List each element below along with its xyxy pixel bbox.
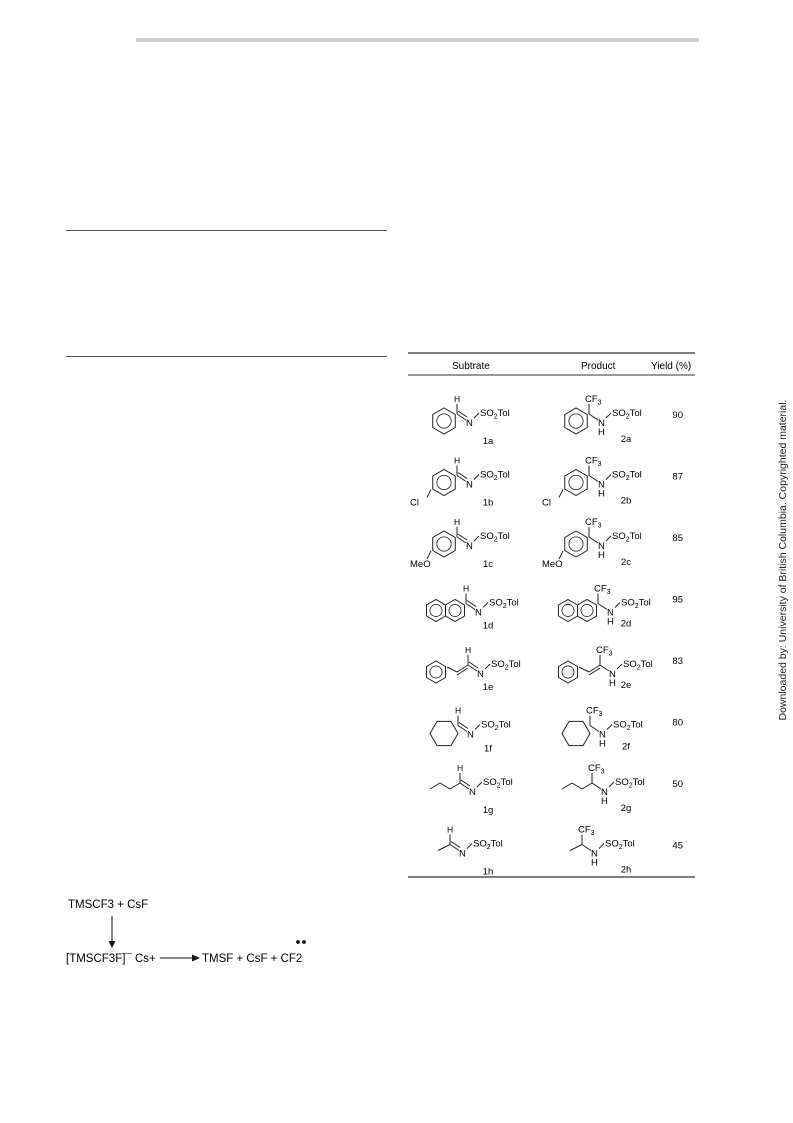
substrate-n-1h: N (459, 848, 466, 860)
yield-1b: 87 (672, 471, 683, 483)
substrate-label-1a: 1a (482, 436, 494, 447)
table-rows (410, 394, 683, 878)
substrate-so2tol-1h: $SO_2Tol$ (473, 838, 503, 851)
product-arene-2a-ring (569, 414, 583, 428)
substrate-label-1d: 1d (482, 620, 494, 632)
yield-1f: 80 (672, 717, 683, 729)
product-cf3-2e: $CF_3$ (596, 645, 613, 658)
yield-1e: 83 (672, 656, 683, 667)
yield-table (408, 352, 695, 878)
product-label-2d: 2d (620, 618, 632, 630)
substrate-chain1-1g (430, 783, 440, 789)
product-nh-2h: H (591, 857, 598, 869)
substrate-n-1b: N (466, 479, 473, 491)
substrate-so2tol-1e: $SO_2Tol$ (491, 659, 521, 672)
rule-bottom (66, 356, 387, 357)
product-arene-2b (565, 470, 588, 496)
product-ns-2h (599, 844, 604, 849)
product-subst-2b: Cl (542, 497, 551, 509)
product-so2tol-2e: $SO_2Tol$ (623, 659, 653, 672)
reaction-scheme (64, 890, 384, 980)
substrate-chain2-1g (440, 783, 450, 789)
product-vinyl1-2e (579, 667, 589, 672)
product-cf3-2d: $CF_3$ (594, 583, 611, 596)
substrate-cyhex-1f (430, 721, 458, 745)
product-cn-2d (598, 604, 607, 610)
substrate-naph-a-1d (426, 600, 445, 622)
product-so2tol-2a: $SO_2Tol$ (612, 408, 642, 421)
substrate-ns-1f (475, 725, 480, 730)
product-nh-2g: H (601, 796, 608, 807)
product-cf3-2a: $CF_3$ (585, 394, 602, 407)
product-ph-2e (558, 661, 577, 683)
product-cn-2c (589, 537, 598, 543)
product-nh-2d: H (607, 616, 614, 628)
product-cn-2h (582, 845, 591, 851)
scheme-products: TMSF + CsF + CF2 (202, 953, 303, 965)
product-so2tol-2b: $SO_2Tol$ (612, 469, 642, 482)
substrate-ns-1g (477, 782, 482, 787)
product-cn-2b (589, 476, 598, 482)
substrate-chain3-1g (450, 783, 460, 789)
substrate-h-1a: H (454, 394, 461, 404)
substrate-so2tol-1g: $SO_2Tol$ (483, 777, 513, 790)
product-label-2a: 2a (620, 434, 632, 445)
product-ph-2e-ring (562, 666, 574, 678)
product-label-2b: 2b (620, 495, 632, 507)
substrate-subst-1c: MeO (410, 559, 431, 570)
substrate-subst-bond-1c (427, 551, 431, 559)
substrate-so2tol-1a: $SO_2Tol$ (480, 408, 510, 421)
header-yield: Yield (%) (651, 361, 692, 372)
substrate-so2tol-1d: $SO_2Tol$ (489, 597, 519, 610)
product-arene-2c-ring (569, 537, 583, 551)
substrate-arene-1b-ring (437, 475, 451, 489)
substrate-arene-1c (433, 531, 456, 557)
product-so2tol-2d: $SO_2Tol$ (621, 597, 651, 610)
product-naph-b-2d (577, 600, 596, 622)
scheme-arrowhead-down (109, 941, 116, 948)
substrate-ns-1c (474, 536, 479, 541)
substrate-label-1h: 1h (482, 866, 494, 878)
substrate-n-1e: N (477, 669, 484, 680)
product-ns-2d (615, 603, 620, 608)
product-so2tol-2g: $SO_2Tol$ (615, 777, 645, 790)
substrate-h-1f: H (455, 705, 462, 716)
product-nh-2b: H (598, 488, 605, 500)
product-nh-2a: H (598, 427, 605, 438)
carbene-dot-right (302, 940, 306, 944)
substrate-arene-1a-ring (437, 414, 451, 428)
product-ns-2f (607, 725, 612, 730)
product-n-2a: N (598, 418, 605, 429)
product-n-2d: N (607, 607, 614, 619)
product-n-2h: N (591, 848, 598, 860)
product-n-2b: N (598, 479, 605, 491)
substrate-ns-1a (474, 413, 479, 418)
product-cf3-2c: $CF_3$ (585, 517, 602, 530)
product-cn-2f (590, 726, 599, 732)
header-product: Product (581, 361, 616, 372)
substrate-h-1d: H (463, 583, 470, 594)
yield-1c: 85 (672, 533, 683, 544)
product-label-2f: 2f (622, 741, 630, 753)
substrate-n-1d: N (475, 607, 482, 619)
substrate-h-1h: H (447, 824, 454, 835)
product-chain1-2h (570, 845, 582, 851)
substrate-ns-1b (474, 475, 479, 480)
product-n-2e: N (609, 669, 616, 680)
yield-1h: 45 (672, 840, 683, 852)
substrate-subst-bond-1b (427, 490, 431, 498)
product-so2tol-2h: $SO_2Tol$ (605, 838, 635, 851)
yield-table-svg (408, 352, 695, 878)
product-cf3-2f: $CF_3$ (586, 705, 603, 718)
product-label-2g: 2g (620, 803, 632, 814)
product-chain2-2g (572, 783, 582, 789)
product-cyhex-2f (562, 721, 590, 745)
substrate-subst-1b: Cl (410, 497, 419, 509)
header-bar (136, 38, 699, 42)
scheme-intermediate: [TMSCF3F]¯ Cs+ (66, 953, 156, 965)
product-arene-2a (565, 408, 588, 434)
substrate-chain1-1h (438, 845, 450, 851)
product-naph-b-2d-ring (581, 604, 593, 616)
substrate-h-1e: H (465, 645, 472, 655)
substrate-label-1e: 1e (482, 682, 494, 693)
substrate-n-1g: N (469, 787, 476, 798)
substrate-ns-1e (485, 664, 490, 669)
product-label-2h: 2h (620, 864, 632, 876)
substrate-so2tol-1f: $SO_2Tol$ (481, 719, 511, 732)
substrate-so2tol-1c: $SO_2Tol$ (480, 531, 510, 544)
product-ns-2c (606, 536, 611, 541)
product-cn-2a (589, 414, 598, 420)
product-subst-2c: MeO (542, 559, 563, 570)
product-cn-2e (600, 665, 609, 671)
product-cf3-2b: $CF_3$ (585, 455, 602, 468)
substrate-arene-1b (433, 470, 456, 496)
product-n-2f: N (599, 729, 606, 741)
substrate-label-1b: 1b (482, 497, 494, 509)
product-cf3-2h: $CF_3$ (578, 824, 595, 837)
substrate-ph-1e-ring (430, 666, 442, 678)
product-cf3-2g: $CF_3$ (588, 763, 605, 776)
product-ns-2e (617, 664, 622, 669)
substrate-n-1a: N (466, 418, 473, 429)
substrate-ns-1d (483, 603, 488, 608)
substrate-label-1g: 1g (482, 805, 494, 816)
substrate-h-1c: H (454, 517, 461, 527)
substrate-h-1g: H (457, 763, 464, 773)
substrate-arene-1a (433, 408, 456, 434)
substrate-naph-b-1d-ring (449, 604, 461, 616)
scheme-reactants: TMSCF3 + CsF (68, 899, 149, 911)
substrate-ns-1h (467, 844, 472, 849)
substrate-naph-a-1d-ring (430, 604, 442, 616)
product-naph-a-2d-ring (562, 604, 574, 616)
product-subst-bond-2c (559, 551, 563, 559)
product-n-2g: N (601, 787, 608, 798)
substrate-naph-b-1d (445, 600, 464, 622)
substrate-so2tol-1b: $SO_2Tol$ (480, 469, 510, 482)
substrate-label-1f: 1f (484, 743, 492, 755)
product-label-2e: 2e (620, 680, 632, 691)
substrate-n-1c: N (466, 541, 473, 552)
substrate-vinyl1-1e (447, 667, 457, 672)
product-ns-2a (606, 413, 611, 418)
scheme-svg (64, 890, 384, 980)
product-arene-2c (565, 531, 588, 557)
substrate-arene-1c-ring (437, 537, 451, 551)
product-nh-2f: H (599, 738, 606, 750)
yield-1g: 50 (672, 779, 683, 790)
product-subst-bond-2b (559, 490, 563, 498)
yield-1d: 95 (672, 594, 683, 606)
substrate-label-1c: 1c (482, 559, 494, 570)
product-ns-2b (606, 475, 611, 480)
product-arene-2b-ring (569, 475, 583, 489)
product-naph-a-2d (558, 600, 577, 622)
product-n-2c: N (598, 541, 605, 552)
product-cn-2g (592, 783, 601, 789)
header-substrate: Subtrate (452, 361, 490, 372)
substrate-ph-1e (426, 661, 445, 683)
product-label-2c: 2c (620, 557, 632, 568)
substrate-h-1b: H (454, 455, 461, 466)
download-notice-text: Downloaded by: University of British Columbia. Copyrighted material. (777, 399, 789, 721)
scheme-arrowhead-right (192, 955, 200, 962)
product-chain1-2g (562, 783, 572, 789)
yield-1a: 90 (672, 410, 683, 421)
carbene-dot-left (296, 940, 300, 944)
product-nh-2c: H (598, 550, 605, 561)
substrate-n-1f: N (467, 729, 474, 741)
rule-top (66, 230, 387, 231)
product-nh-2e: H (609, 678, 616, 689)
product-ns-2g (609, 782, 614, 787)
product-so2tol-2f: $SO_2Tol$ (613, 719, 643, 732)
product-so2tol-2c: $SO_2Tol$ (612, 531, 642, 544)
product-chain3-2g (582, 783, 592, 789)
